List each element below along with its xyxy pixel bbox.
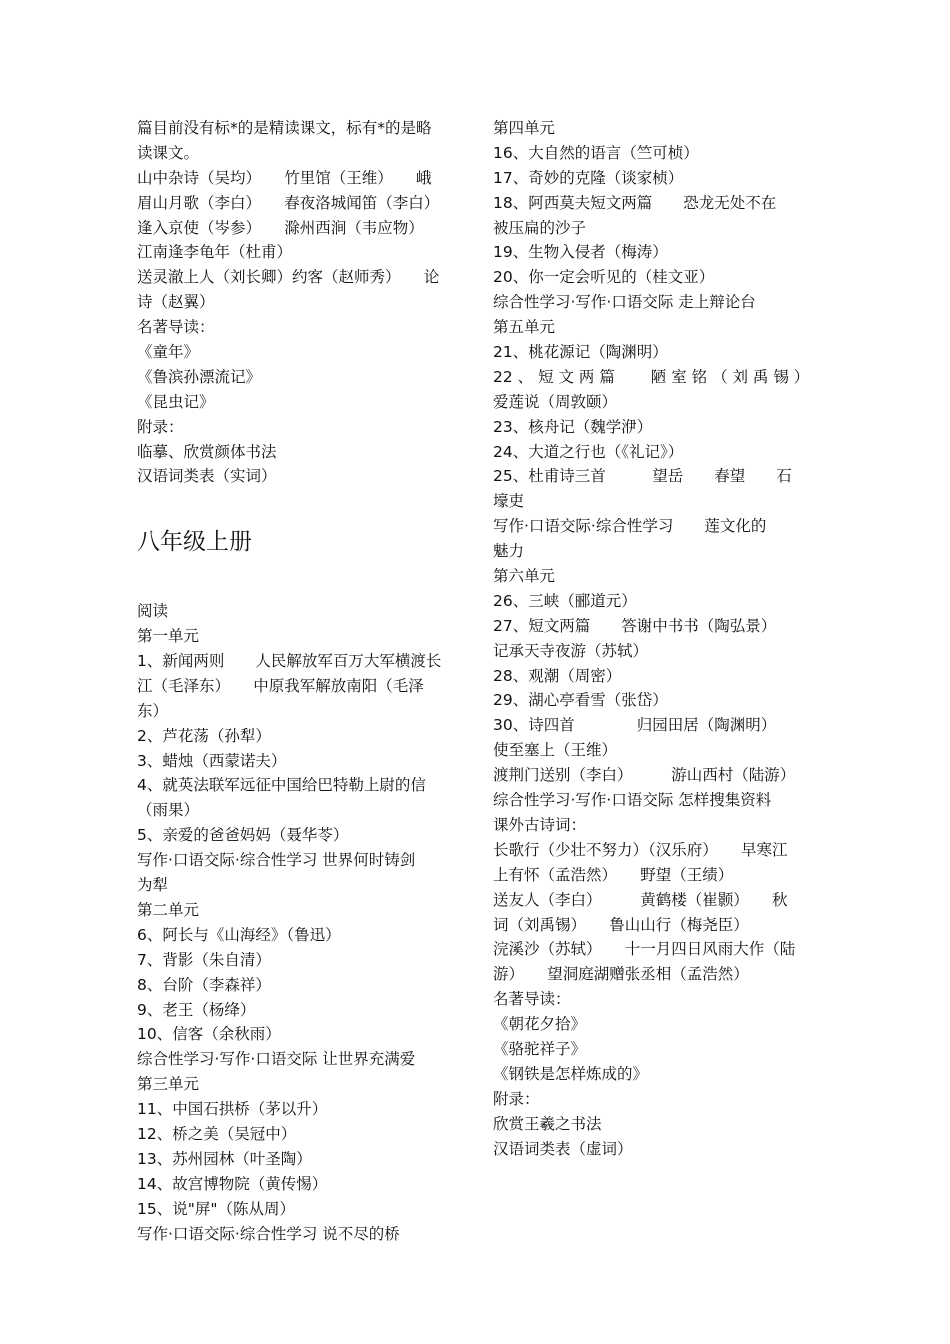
text-line: 21、桃花源记（陶渊明） (493, 343, 668, 362)
text-line: 汉语词类表（虚词） (493, 1139, 633, 1158)
text-line: 读课文。 (137, 143, 200, 162)
text-line: 6、阿长与《山海经》（鲁迅） (137, 925, 341, 944)
text-line: 26、三峡（郦道元） (493, 591, 637, 610)
text-line: 20、你一定会听见的（桂文亚） (493, 268, 715, 287)
text-line: 30、诗四首 归园田居（陶渊明） (493, 716, 777, 735)
text-line: 13、苏州园林（叶圣陶） (137, 1149, 312, 1168)
text-line: 游） 望洞庭湖赠张丞相（孟浩然） (493, 965, 749, 984)
right-column (493, 116, 817, 1161)
text-line: 第四单元 (493, 119, 556, 137)
text-line: 《鲁滨孙漂流记》 (137, 367, 262, 386)
text-line: 长歌行（少壮不努力）（汉乐府） 早寒江 (493, 840, 788, 859)
text-line: 写作·口语交际·综合性学习 莲文化的 (493, 517, 767, 536)
text-line: 18、阿西莫夫短文两篇 恐龙无处不在 (493, 193, 777, 212)
text-line: 12、桥之美（吴冠中） (137, 1124, 297, 1143)
text-line: 19、生物入侵者（梅涛） (493, 243, 668, 262)
text-line: 江（毛泽东） 中原我军解放南阳（毛泽 (137, 676, 424, 695)
text-line: 东） (137, 701, 169, 720)
text-line: 送灵澈上人（刘长卿）约客（赵师秀） 论 (137, 268, 440, 287)
text-line: 4、就英法联军远征中国给巴特勒上尉的信 (137, 776, 426, 795)
text-line: 临摹、欣赏颜体书法 (137, 442, 277, 461)
text-line: 课外古诗词： (493, 815, 587, 834)
text-line: 第三单元 (137, 1075, 200, 1094)
text-line: 附录： (137, 417, 184, 436)
text-line: 15、说"屏"（陈从周） (137, 1199, 295, 1218)
text-line: 29、湖心亭看雪（张岱） (493, 691, 668, 710)
text-line: 16、大自然的语言（竺可桢） (493, 143, 699, 162)
text-line: 名著导读： (493, 990, 571, 1009)
text-line: 第五单元 (493, 318, 556, 337)
text-line: 《昆虫记》 (137, 392, 215, 411)
text-line: 魅力 (493, 542, 525, 561)
text-line: 24、大道之行也（《礼记》） (493, 442, 684, 461)
text-line: 篇目前没有标*的是精读课文，标有*的是略 (137, 119, 432, 137)
section-heading: 八年级上册 (137, 529, 252, 556)
text-line: 第六单元 (493, 567, 556, 586)
text-line: 爱莲说（周敦颐） (493, 392, 618, 411)
text-line: 综合性学习·写作·口语交际 让世界充满爱 (137, 1050, 416, 1069)
text-line: 28、观潮（周密） (493, 666, 622, 685)
text-line: 25、杜甫诗三首 望岳 春望 石 (493, 467, 792, 486)
text-line: 江南逢李龟年（杜甫） (137, 243, 293, 262)
text-line: 渡荆门送别（李白） 游山西村（陆游） (493, 766, 796, 785)
text-line: 汉语词类表（实词） (137, 467, 277, 486)
text-line: 《钢铁是怎样炼成的》 (493, 1064, 649, 1083)
text-line: 《朝花夕拾》 (493, 1015, 587, 1034)
text-line (137, 489, 461, 514)
text-line (137, 566, 461, 599)
text-line: 送友人（李白） 黄鹤楼（崔颢） 秋 (493, 890, 788, 909)
text-line: 附录： (493, 1089, 540, 1108)
text-line: 综合性学习·写作·口语交际 怎样搜集资料 (493, 791, 772, 810)
text-line: 《童年》 (137, 343, 200, 362)
text-line: 23、核舟记（魏学洢） (493, 417, 653, 436)
text-line: 《骆驼祥子》 (493, 1039, 587, 1058)
text-line: 词（刘禹锡） 鲁山山行（梅尧臣） (493, 915, 749, 934)
text-line: 写作·口语交际·综合性学习 世界何时铸剑 (137, 851, 416, 870)
text-line: 逢入京使（岑参） 滁州西涧（韦应物） (137, 218, 424, 237)
left-column (137, 116, 461, 1246)
text-line: 被压扁的沙子 (493, 218, 587, 237)
text-line: 5、亲爱的爸爸妈妈（聂华苓） (137, 826, 349, 845)
text-line: 名著导读： (137, 318, 215, 337)
text-line: 欣赏王羲之书法 (493, 1114, 602, 1133)
text-line: 写作·口语交际·综合性学习 说不尽的桥 (137, 1224, 400, 1243)
text-line: 综合性学习·写作·口语交际 走上辩论台 (493, 293, 756, 312)
text-line: 阅读 (137, 602, 169, 621)
text-line: 8、台阶（李森祥） (137, 975, 271, 994)
text-line: 22 、 短 文 两 篇 陋 室 铭 （ 刘 禹 锡 ） (493, 367, 810, 386)
text-line: （雨果） (137, 801, 200, 820)
text-line: 使至塞上（王维） (493, 741, 618, 760)
text-line: 山中杂诗（吴均） 竹里馆（王维） 峨 (137, 168, 432, 187)
text-line: 10、信客（余秋雨） (137, 1025, 281, 1044)
text-line: 浣溪沙（苏轼） 十一月四日风雨大作（陆 (493, 940, 796, 959)
text-line: 3、蜡烛（西蒙诺夫） (137, 751, 287, 770)
text-line: 上有怀（孟浩然） 野望（王绩） (493, 865, 734, 884)
text-line: 记承天寺夜游（苏轼） (493, 641, 649, 660)
text-line: 诗（赵翼） (137, 293, 215, 312)
text-line: 2、芦花荡（孙犁） (137, 726, 271, 745)
text-line: 壕吏 (493, 492, 525, 511)
text-line: 为犁 (137, 876, 169, 895)
text-line: 27、短文两篇 答谢中书书（陶弘景） (493, 616, 777, 635)
text-line: 11、中国石拱桥（茅以升） (137, 1100, 328, 1119)
text-line: 7、背影（朱自清） (137, 950, 271, 969)
text-line: 9、老王（杨绛） (137, 1000, 256, 1019)
text-line: 17、奇妙的克隆（谈家桢） (493, 168, 684, 187)
text-line: 第一单元 (137, 627, 200, 646)
text-line: 第二单元 (137, 900, 200, 919)
text-line: 1、新闻两则 人民解放军百万大军横渡长 (137, 652, 442, 671)
text-line: 眉山月歌（李白） 春夜洛城闻笛（李白） (137, 193, 440, 212)
text-line: 14、故宫博物院（黄传惕） (137, 1174, 328, 1193)
